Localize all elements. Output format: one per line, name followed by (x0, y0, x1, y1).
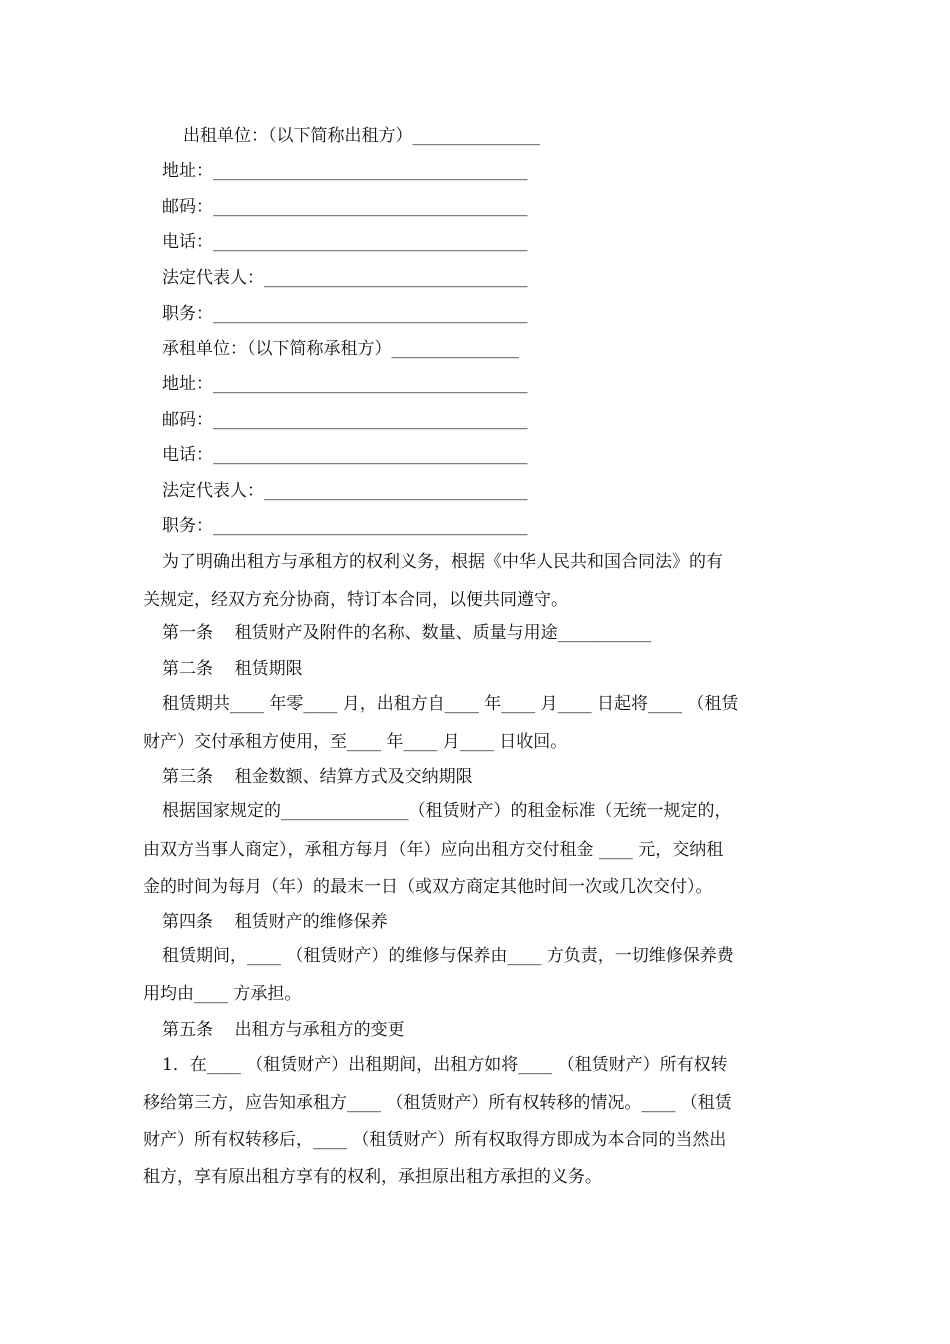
lessor-address-field: 地址：_____________________________________ (162, 161, 528, 181)
article-body-line: 金的时间为每月（年）的最末一日（或双方商定其他时间一次或几次交付）。 (143, 877, 713, 897)
lessor-phone-field: 电话：_____________________________________ (162, 232, 528, 252)
lessor-postcode-field: 邮码：_____________________________________ (162, 197, 528, 217)
lessee-legal-rep-field: 法定代表人：_______________________________ (162, 481, 528, 501)
preamble-line: 关规定，经双方充分协商，特订本合同，以便共同遵守。 (143, 590, 568, 610)
article-body-line: 租赁期间，____ （租赁财产）的维修与保养由____ 方负责，一切维修保养费 (162, 946, 734, 966)
article-body-line: 用均由____ 方承担。 (143, 984, 302, 1004)
lessor-unit-field: 出租单位：（以下简称出租方）_______________ (183, 126, 540, 146)
article-body-line: 租方，享有原出租方享有的权利，承担原出租方承担的义务。 (143, 1167, 602, 1187)
lessee-position-field: 职务：_____________________________________ (162, 516, 528, 536)
lessor-legal-rep-field: 法定代表人：_______________________________ (162, 268, 528, 288)
article-title: 第五条 出租方与承租方的变更 (162, 1020, 405, 1040)
article-title: 第四条 租赁财产的维修保养 (162, 912, 388, 932)
article-body-line: 1．在____ （租赁财产）出租期间，出租方如将____ （租赁财产）所有权转 (162, 1055, 728, 1075)
lessee-unit-field: 承租单位：（以下简称承租方）_______________ (162, 339, 519, 359)
preamble-line: 为了明确出租方与承租方的权利义务，根据《中华人民共和国合同法》的有 (162, 552, 723, 572)
article-body-line: 由双方当事人商定），承租方每月（年）应向出租方交付租金 ____ 元，交纳租 (143, 840, 724, 860)
article-body-line: 财产）所有权转移后，____ （租赁财产）所有权取得方即成为本合同的当然出 (143, 1130, 727, 1150)
lessee-phone-field: 电话：_____________________________________ (162, 445, 528, 465)
article-body-line: 根据国家规定的_______________（租赁财产）的租金标准（无统一规定的， (162, 801, 732, 821)
lessee-postcode-field: 邮码：_____________________________________ (162, 410, 528, 430)
article-body-line: 财产）交付承租方使用，至____ 年____ 月____ 日收回。 (143, 732, 568, 752)
article-body-line: 租赁期共____ 年零____ 月，出租方自____ 年____ 月____ 日起将____ （租赁 (162, 694, 739, 714)
article-title: 第二条 租赁期限 (162, 659, 303, 679)
article-title: 第一条 租赁财产及附件的名称、数量、质量与用途___________ (162, 623, 652, 643)
lessor-position-field: 职务：_____________________________________ (162, 304, 528, 324)
article-body-line: 移给第三方，应告知承租方____ （租赁财产）所有权转移的情况。____ （租赁 (143, 1093, 732, 1113)
lessee-address-field: 地址：_____________________________________ (162, 374, 528, 394)
article-title: 第三条 租金数额、结算方式及交纳期限 (162, 767, 473, 787)
